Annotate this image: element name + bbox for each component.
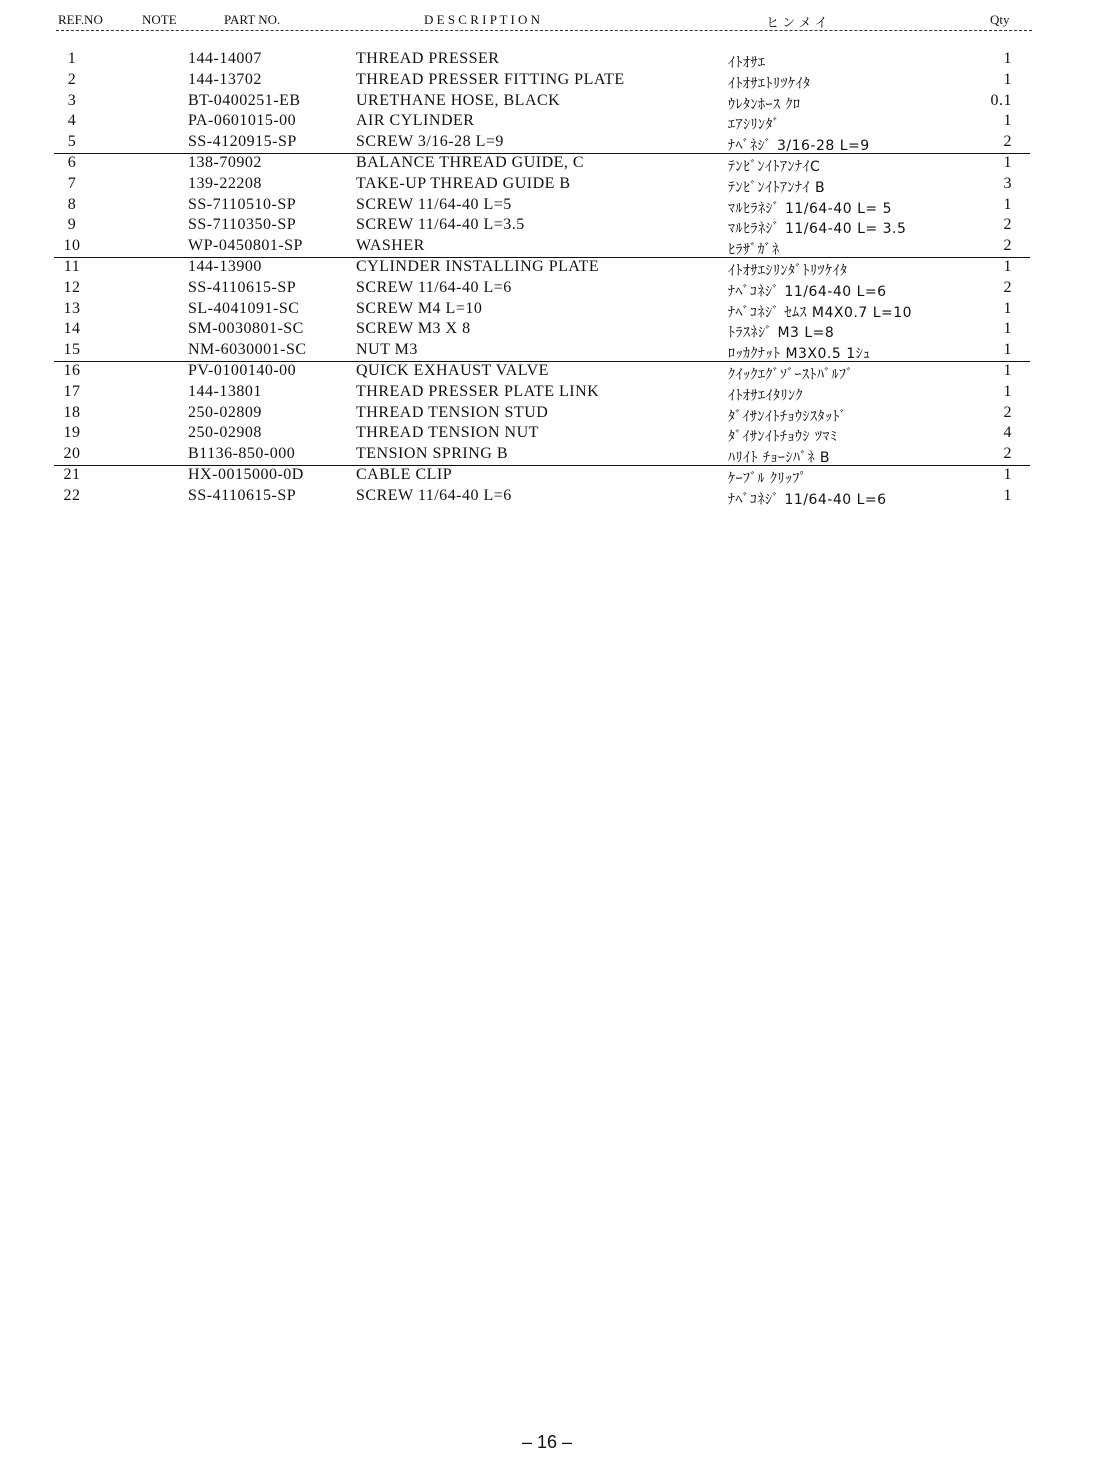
- table-row: [0, 50, 1094, 71]
- table-row: [0, 300, 1094, 321]
- table-row: [0, 196, 1094, 217]
- kana-name-cell: ﾏﾙﾋﾗﾈｼﾞ 11/64-40 L= 3.5: [728, 221, 907, 238]
- header-part-no: PART NO.: [224, 12, 281, 27]
- table-row: [0, 133, 1094, 154]
- qty-cell: 3: [1003, 174, 1012, 192]
- kana-name-cell: ﾅﾍﾞｺﾈｼﾞ ｾﾑｽ M4X0.7 L=10: [728, 304, 913, 321]
- table-row: [0, 383, 1094, 404]
- ref-no-cell: 17: [63, 382, 81, 400]
- qty-cell: 0.1: [990, 91, 1012, 109]
- table-row: [0, 71, 1094, 92]
- ref-no-cell: 2: [67, 70, 77, 88]
- part-no-cell: 250-02908: [188, 424, 262, 442]
- description-cell: WASHER: [356, 237, 425, 255]
- description-cell: QUICK EXHAUST VALVE: [356, 362, 549, 379]
- description-cell: SCREW M3 X 8: [356, 320, 471, 338]
- ref-no-cell: 10: [63, 237, 81, 255]
- description-cell: THREAD TENSION NUT: [356, 424, 539, 442]
- kana-name-cell: ｴｱｼﾘﾝﾀﾞ: [728, 117, 780, 134]
- qty-cell: 1: [1003, 154, 1012, 171]
- part-no-cell: SS-7110510-SP: [188, 195, 297, 213]
- part-no-cell: WP-0450801-SP: [188, 237, 303, 255]
- description-cell: SCREW 11/64-40 L=6: [356, 486, 512, 504]
- description-cell: BALANCE THREAD GUIDE, C: [356, 154, 585, 171]
- part-no-cell: B1136-850-000: [188, 445, 296, 463]
- kana-name-cell: ﾏﾙﾋﾗﾈｼﾞ 11/64-40 L= 5: [728, 200, 892, 217]
- part-no-cell: SS-4110615-SP: [188, 486, 297, 504]
- ref-no-cell: 20: [63, 445, 81, 463]
- kana-name-cell: ｲﾄｵｻｴｼﾘﾝﾀﾞﾄﾘﾂｹｲﾀ: [728, 263, 848, 279]
- ref-no-cell: 13: [63, 299, 81, 317]
- qty-cell: 2: [1003, 445, 1012, 463]
- table-header: [0, 10, 1094, 34]
- part-no-cell: SS-4110615-SP: [188, 278, 297, 296]
- qty-cell: 1: [1003, 382, 1012, 400]
- table-row: [0, 154, 1094, 175]
- table-row: [0, 320, 1094, 341]
- qty-cell: 1: [1003, 320, 1012, 338]
- table-row: [0, 341, 1094, 362]
- kana-name-cell: ﾅﾍﾞｺﾈｼﾞ 11/64-40 L=6: [728, 283, 887, 300]
- part-no-cell: 144-14007: [188, 50, 262, 67]
- kana-name-cell: ﾋﾗｻﾞｶﾞﾈ: [728, 242, 780, 259]
- table-row: [0, 279, 1094, 300]
- kana-name-cell: ﾅﾍﾞﾈｼﾞ 3/16-28 L=9: [728, 138, 870, 155]
- page-number: – 16 –: [521, 1432, 573, 1452]
- ref-no-cell: 19: [63, 424, 81, 442]
- kana-name-cell: ｹｰﾌﾞﾙ ｸﾘｯﾌﾟ: [728, 471, 807, 487]
- part-no-cell: 250-02809: [188, 403, 262, 421]
- qty-cell: 1: [1003, 341, 1012, 359]
- kana-name-cell: ﾛｯｶｸﾅｯﾄ M3X0.5 1ｼｭ: [728, 346, 871, 363]
- kana-name-cell: ﾅﾍﾞｺﾈｼﾞ 11/64-40 L=6: [728, 491, 887, 508]
- table-row: [0, 487, 1094, 508]
- description-cell: SCREW 11/64-40 L=5: [356, 195, 512, 213]
- table-row: [0, 237, 1094, 258]
- part-no-cell: HX-0015000-0D: [188, 466, 304, 483]
- header-kana: ヒ ン メ イ: [766, 15, 828, 30]
- description-cell: AIR CYLINDER: [356, 112, 475, 130]
- ref-no-cell: 16: [63, 362, 81, 379]
- ref-no-cell: 11: [63, 258, 81, 275]
- description-cell: TENSION SPRING B: [356, 445, 509, 463]
- description-cell: NUT M3: [356, 341, 418, 359]
- part-no-cell: PV-0100140-00: [188, 362, 297, 379]
- kana-name-cell: ｲﾄｵｻｴ: [728, 55, 766, 71]
- part-no-cell: 144-13702: [188, 70, 262, 88]
- ref-no-cell: 4: [67, 112, 77, 130]
- kana-name-cell: ﾀﾞｲｻﾝｲﾄﾁｮｳｼ ﾂﾏﾐ: [728, 429, 838, 446]
- header-description: D E S C R I P T I O N: [424, 12, 541, 27]
- part-no-cell: BT-0400251-EB: [188, 91, 301, 109]
- header-ref-no: REF.NO: [58, 12, 103, 27]
- description-cell: CABLE CLIP: [356, 466, 453, 483]
- ref-no-cell: 12: [63, 278, 81, 296]
- description-cell: TAKE-UP THREAD GUIDE B: [356, 174, 571, 192]
- description-cell: SCREW 3/16-28 L=9: [356, 133, 504, 151]
- qty-cell: 1: [1003, 70, 1012, 88]
- description-cell: CYLINDER INSTALLING PLATE: [356, 258, 600, 275]
- qty-cell: 1: [1003, 299, 1012, 317]
- ref-no-cell: 3: [67, 91, 77, 109]
- qty-cell: 1: [1003, 258, 1012, 275]
- header-rule: [56, 30, 1032, 31]
- qty-cell: 1: [1003, 195, 1012, 213]
- qty-cell: 2: [1003, 216, 1012, 234]
- kana-name-cell: ﾀﾞｲｻﾝｲﾄﾁｮｳｼｽﾀｯﾄﾞ: [728, 408, 847, 425]
- ref-no-cell: 14: [63, 320, 81, 338]
- ref-no-cell: 15: [63, 341, 81, 359]
- description-cell: THREAD PRESSER PLATE LINK: [356, 382, 600, 400]
- kana-name-cell: ｲﾄｵｻｴﾄﾘﾂｹｲﾀ: [728, 75, 811, 92]
- ref-no-cell: 5: [67, 133, 77, 151]
- table-row: [0, 362, 1094, 383]
- ref-no-cell: 1: [67, 50, 77, 67]
- table-row: [0, 445, 1094, 466]
- description-cell: SCREW M4 L=10: [356, 299, 483, 317]
- kana-name-cell: ｳﾚﾀﾝﾎｰｽ ｸﾛ: [728, 96, 801, 113]
- ref-no-cell: 22: [63, 486, 81, 504]
- ref-no-cell: 9: [67, 216, 77, 234]
- header-note: NOTE: [142, 12, 177, 27]
- kana-name-cell: ﾊﾘｲﾄ ﾁｮｰｼﾊﾞﾈ B: [728, 450, 831, 467]
- description-cell: SCREW 11/64-40 L=6: [356, 278, 512, 296]
- ref-no-cell: 18: [63, 403, 81, 421]
- qty-cell: 1: [1003, 466, 1012, 483]
- qty-cell: 2: [1003, 278, 1012, 296]
- part-no-cell: 139-22208: [188, 174, 262, 192]
- qty-cell: 1: [1003, 362, 1012, 379]
- part-no-cell: SL-4041091-SC: [188, 299, 300, 317]
- part-no-cell: SS-7110350-SP: [188, 216, 297, 234]
- ref-no-cell: 21: [63, 466, 81, 483]
- qty-cell: 1: [1003, 50, 1012, 67]
- kana-name-cell: ｸｲｯｸｴｸﾞｿﾞｰｽﾄﾊﾞﾙﾌﾞ: [728, 367, 854, 383]
- kana-name-cell: ｲﾄｵｻｴｲﾀﾘﾝｸ: [728, 387, 803, 404]
- description-cell: THREAD TENSION STUD: [356, 403, 549, 421]
- header-qty: Qty: [990, 12, 1010, 27]
- table-row: [0, 424, 1094, 445]
- table-row: [0, 258, 1094, 279]
- part-no-cell: SM-0030801-SC: [188, 320, 304, 338]
- description-cell: THREAD PRESSER: [356, 50, 500, 67]
- description-cell: THREAD PRESSER FITTING PLATE: [356, 70, 625, 88]
- qty-cell: 2: [1003, 133, 1012, 151]
- table-row: [0, 404, 1094, 425]
- part-no-cell: NM-6030001-SC: [188, 341, 307, 359]
- qty-cell: 4: [1003, 424, 1012, 442]
- qty-cell: 2: [1003, 403, 1012, 421]
- kana-name-cell: ﾄﾗｽﾈｼﾞ M3 L=8: [728, 325, 835, 342]
- ref-no-cell: 7: [67, 174, 77, 192]
- part-no-cell: SS-4120915-SP: [188, 133, 297, 151]
- part-no-cell: 138-70902: [188, 154, 262, 171]
- part-no-cell: 144-13900: [188, 258, 262, 275]
- description-cell: URETHANE HOSE, BLACK: [356, 91, 561, 109]
- qty-cell: 1: [1003, 486, 1012, 504]
- ref-no-cell: 8: [67, 195, 77, 213]
- table-row: [0, 92, 1094, 113]
- kana-name-cell: ﾃﾝﾋﾞﾝｲﾄｱﾝﾅｲ B: [728, 179, 826, 196]
- ref-no-cell: 6: [67, 154, 77, 171]
- qty-cell: 1: [1003, 112, 1012, 130]
- table-row: [0, 466, 1094, 487]
- table-row: [0, 216, 1094, 237]
- table-row: [0, 175, 1094, 196]
- kana-name-cell: ﾃﾝﾋﾞﾝｲﾄｱﾝﾅｲC: [728, 159, 821, 175]
- description-cell: SCREW 11/64-40 L=3.5: [356, 216, 525, 234]
- part-no-cell: PA-0601015-00: [188, 112, 297, 130]
- part-no-cell: 144-13801: [188, 382, 262, 400]
- table-row: [0, 112, 1094, 133]
- qty-cell: 2: [1003, 237, 1012, 255]
